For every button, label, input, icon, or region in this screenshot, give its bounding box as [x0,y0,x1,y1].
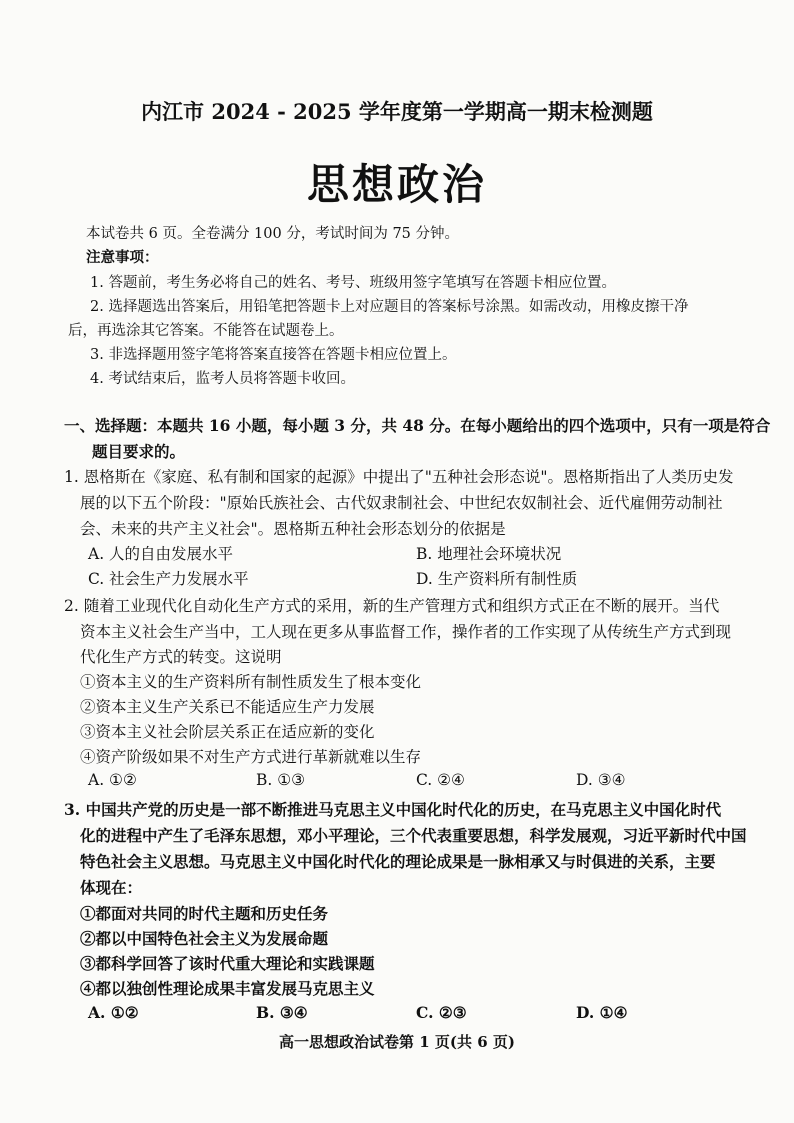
exam-title: 内江市 2024 - 2025 学年度第一学期高一期末检测题 [141,99,653,124]
question-stem: 1. 恩格斯在《家庭、私有制和国家的起源》中提出了"五种社会形态说"。恩格斯指出了人类历史发 [64,468,734,486]
question-stem: 3. 中国共产党的历史是一部不断推进马克思主义中国化时代化的历史，在马克思主义中国化时代 [64,800,722,819]
question-stem: 特色社会主义思想。马克思主义中国化时代化的理论成果是一脉相承又与时俱进的关系，主要 [80,852,716,871]
question-stem: 展的以下五个阶段："原始氏族社会、古代奴隶制社会、中世纪农奴制社会、近代雇佣劳动制社 [80,494,723,512]
option: C. 社会生产力发展水平 [88,570,249,588]
option: C. ②④ [416,771,465,789]
option: A. ①② [88,1003,139,1022]
option: A. ①② [88,771,137,789]
option: C. ②③ [416,1003,467,1022]
option: B. ③④ [256,1003,308,1022]
statement: ②都以中国特色社会主义为发展命题 [80,929,329,948]
option: A. 人的自由发展水平 [88,545,234,563]
option: B. ①③ [256,771,306,789]
statement: ①资本主义的生产资料所有制性质发生了根本变化 [80,673,422,691]
notice-item: 1. 答题前，考生务必将自己的姓名、考号、班级用签字笔填写在答题卡相应位置。 [90,275,616,291]
notice-item: 4. 考试结束后，监考人员将答题卡收回。 [90,371,355,387]
question-stem: 2. 随着工业现代化自动化生产方式的采用，新的生产管理方式和组织方式正在不断的展开。当代 [64,597,720,615]
question-stem: 代化生产方式的转变。这说明 [80,648,282,666]
statement: ③都科学回答了该时代重大理论和实践课题 [80,954,375,973]
subject-title: 思想政治 [306,160,487,209]
question-stem: 体现在： [80,878,143,897]
statement: ④资产阶级如果不对生产方式进行革新就难以生存 [80,748,422,766]
notice-item: 后，再选涂其它答案。不能答在试题卷上。 [68,323,344,339]
notice-item: 3. 非选择题用签字笔将答案直接答在答题卡相应位置上。 [90,347,457,363]
option: D. ①④ [576,1003,628,1022]
option: D. ③④ [576,771,626,789]
question-stem: 会、未来的共产主义社会"。恩格斯五种社会形态划分的依据是 [80,520,506,538]
statement: ①都面对共同的时代主题和历史任务 [80,904,329,923]
notice-title: 注意事项： [86,249,159,266]
option: D. 生产资料所有制性质 [416,570,578,588]
section-heading: 一、选择题：本题共 16 小题，每小题 3 分，共 48 分。在每小题给出的四个选项中，只有一项是符合 [64,416,771,435]
statement: ④都以独创性理论成果丰富发展马克思主义 [80,979,375,998]
statement: ③资本主义社会阶层关系正在适应新的变化 [80,723,375,741]
question-stem: 资本主义社会生产当中，工人现在更多从事监督工作，操作者的工作实现了从传统生产方式到现 [80,623,732,641]
question-stem: 化的进程中产生了毛泽东思想，邓小平理论，三个代表重要思想，科学发展观，习近平新时代中国 [80,826,747,845]
option: B. 地理社会环境状况 [416,545,562,563]
page-footer: 高一思想政治试卷第 1 页(共 6 页) [279,1033,515,1051]
notice-item: 2. 选择题选出答案后，用铅笔把答题卡上对应题目的答案标号涂黑。如需改动，用橡皮擦干净 [90,299,689,315]
statement: ②资本主义生产关系已不能适应生产力发展 [80,698,375,716]
section-heading-cont: 题目要求的。 [92,442,186,461]
intro-text: 本试卷共 6 页。全卷满分 100 分，考试时间为 75 分钟。 [86,226,460,242]
